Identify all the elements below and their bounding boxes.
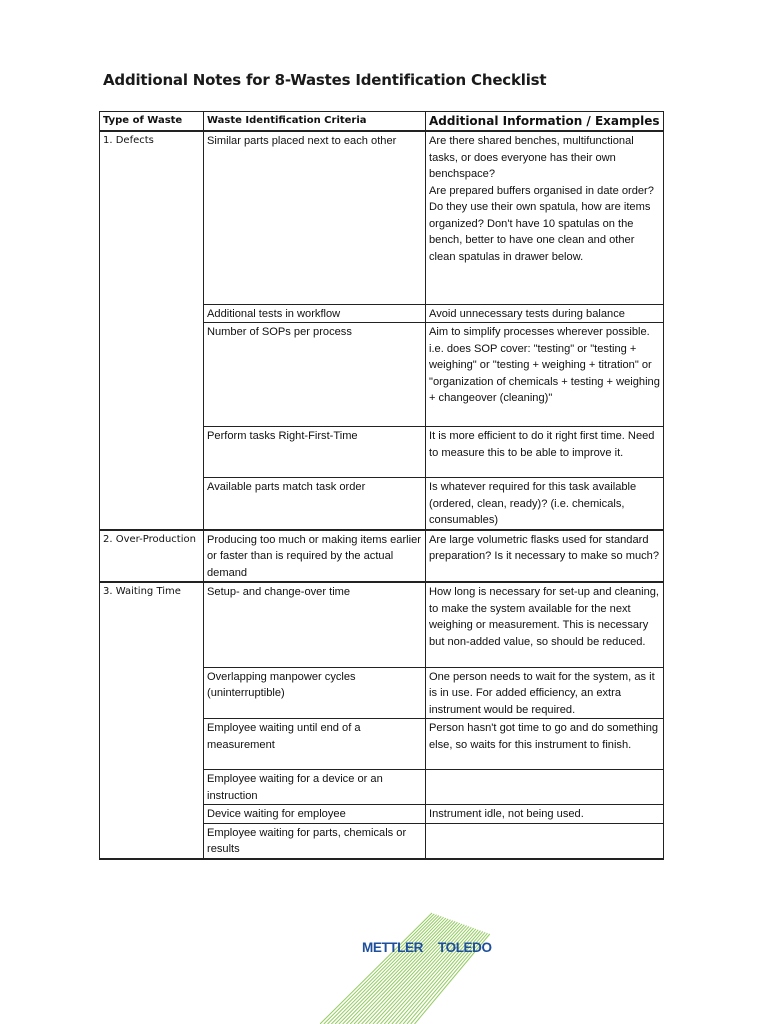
info-cell: Avoid unnecessary tests during balance [426, 304, 664, 323]
waste-type-cell [100, 823, 204, 859]
criteria-cell: Additional tests in workflow [204, 304, 426, 323]
criteria-cell: Available parts match task order [204, 478, 426, 530]
waste-type-cell [100, 805, 204, 824]
info-cell: Instrument idle, not being used. [426, 805, 664, 824]
table-row [100, 719, 664, 770]
info-cell: Are large volumetric flasks used for standard preparation? Is it necessary to make so much? [426, 530, 664, 583]
waste-type-cell [100, 667, 204, 719]
table-row [100, 582, 664, 667]
column-header-criteria: Waste Identification Criteria [204, 112, 426, 132]
info-cell [426, 770, 664, 805]
waste-type-cell [100, 323, 204, 427]
table-row [100, 427, 664, 478]
info-cell: Aim to simplify processes wherever possible. i.e. does SOP cover: "testing" or "testing + weighing" or "testing + weighing + titration" or "organization of chemicals + testing + weighing + changeover (cleaning)" [426, 323, 664, 427]
info-cell: Person hasn't got time to go and do something else, so waits for this instrument to finish. [426, 719, 664, 770]
criteria-cell: Overlapping manpower cycles (uninterruptible) [204, 667, 426, 719]
criteria-cell: Employee waiting until end of a measurement [204, 719, 426, 770]
criteria-cell: Employee waiting for parts, chemicals or results [204, 823, 426, 859]
info-cell: Are there shared benches, multifunctional tasks, or does everyone has their own benchspace? Are prepared buffers organised in date order? Do they use their own spatula, how are items organized? Don't have 10 spatulas on the bench, better to have one clean and other clean spatulas in drawer below. [426, 131, 664, 304]
waste-type-cell [100, 478, 204, 530]
waste-type-cell: 3. Waiting Time [100, 582, 204, 667]
column-header-type: Type of Waste [100, 112, 204, 132]
table-row [100, 770, 664, 805]
table-row [100, 823, 664, 859]
criteria-cell: Device waiting for employee [204, 805, 426, 824]
mettler-toledo-logo [320, 905, 520, 1024]
waste-type-cell [100, 719, 204, 770]
waste-type-cell [100, 770, 204, 805]
logo-stripes [320, 913, 490, 1024]
table-row [100, 478, 664, 530]
waste-type-cell: 1. Defects [100, 131, 204, 304]
waste-type-cell [100, 304, 204, 323]
column-header-info: Additional Information / Examples [426, 112, 664, 132]
info-cell: One person needs to wait for the system, as it is in use. For added efficiency, an extra instrument would be required. [426, 667, 664, 719]
logo-text-mettler: METTLER [362, 940, 423, 955]
header-row [100, 112, 664, 132]
waste-type-cell: 2. Over-Production [100, 530, 204, 583]
criteria-cell: Employee waiting for a device or an instruction [204, 770, 426, 805]
page-title: Additional Notes for 8-Wastes Identification Checklist [103, 71, 547, 89]
waste-type-cell [100, 427, 204, 478]
table-row [100, 667, 664, 719]
criteria-cell: Perform tasks Right-First-Time [204, 427, 426, 478]
table-row [100, 304, 664, 323]
checklist-table [99, 111, 664, 860]
table-row [100, 805, 664, 824]
info-cell: Is whatever required for this task available (ordered, clean, ready)? (i.e. chemicals, consumables) [426, 478, 664, 530]
criteria-cell: Number of SOPs per process [204, 323, 426, 427]
table-row [100, 323, 664, 427]
criteria-cell: Setup- and change-over time [204, 582, 426, 667]
criteria-cell: Similar parts placed next to each other [204, 131, 426, 304]
info-cell: How long is necessary for set-up and cleaning, to make the system available for the next weighing or measurement. This is necessary but non-added value, so should be reduced. [426, 582, 664, 667]
info-cell [426, 823, 664, 859]
table-row [100, 530, 664, 583]
logo-text-toledo: TOLEDO [438, 940, 492, 955]
criteria-cell: Producing too much or making items earlier or faster than is required by the actual demand [204, 530, 426, 583]
info-cell: It is more efficient to do it right first time. Need to measure this to be able to improve it. [426, 427, 664, 478]
table-row [100, 131, 664, 304]
